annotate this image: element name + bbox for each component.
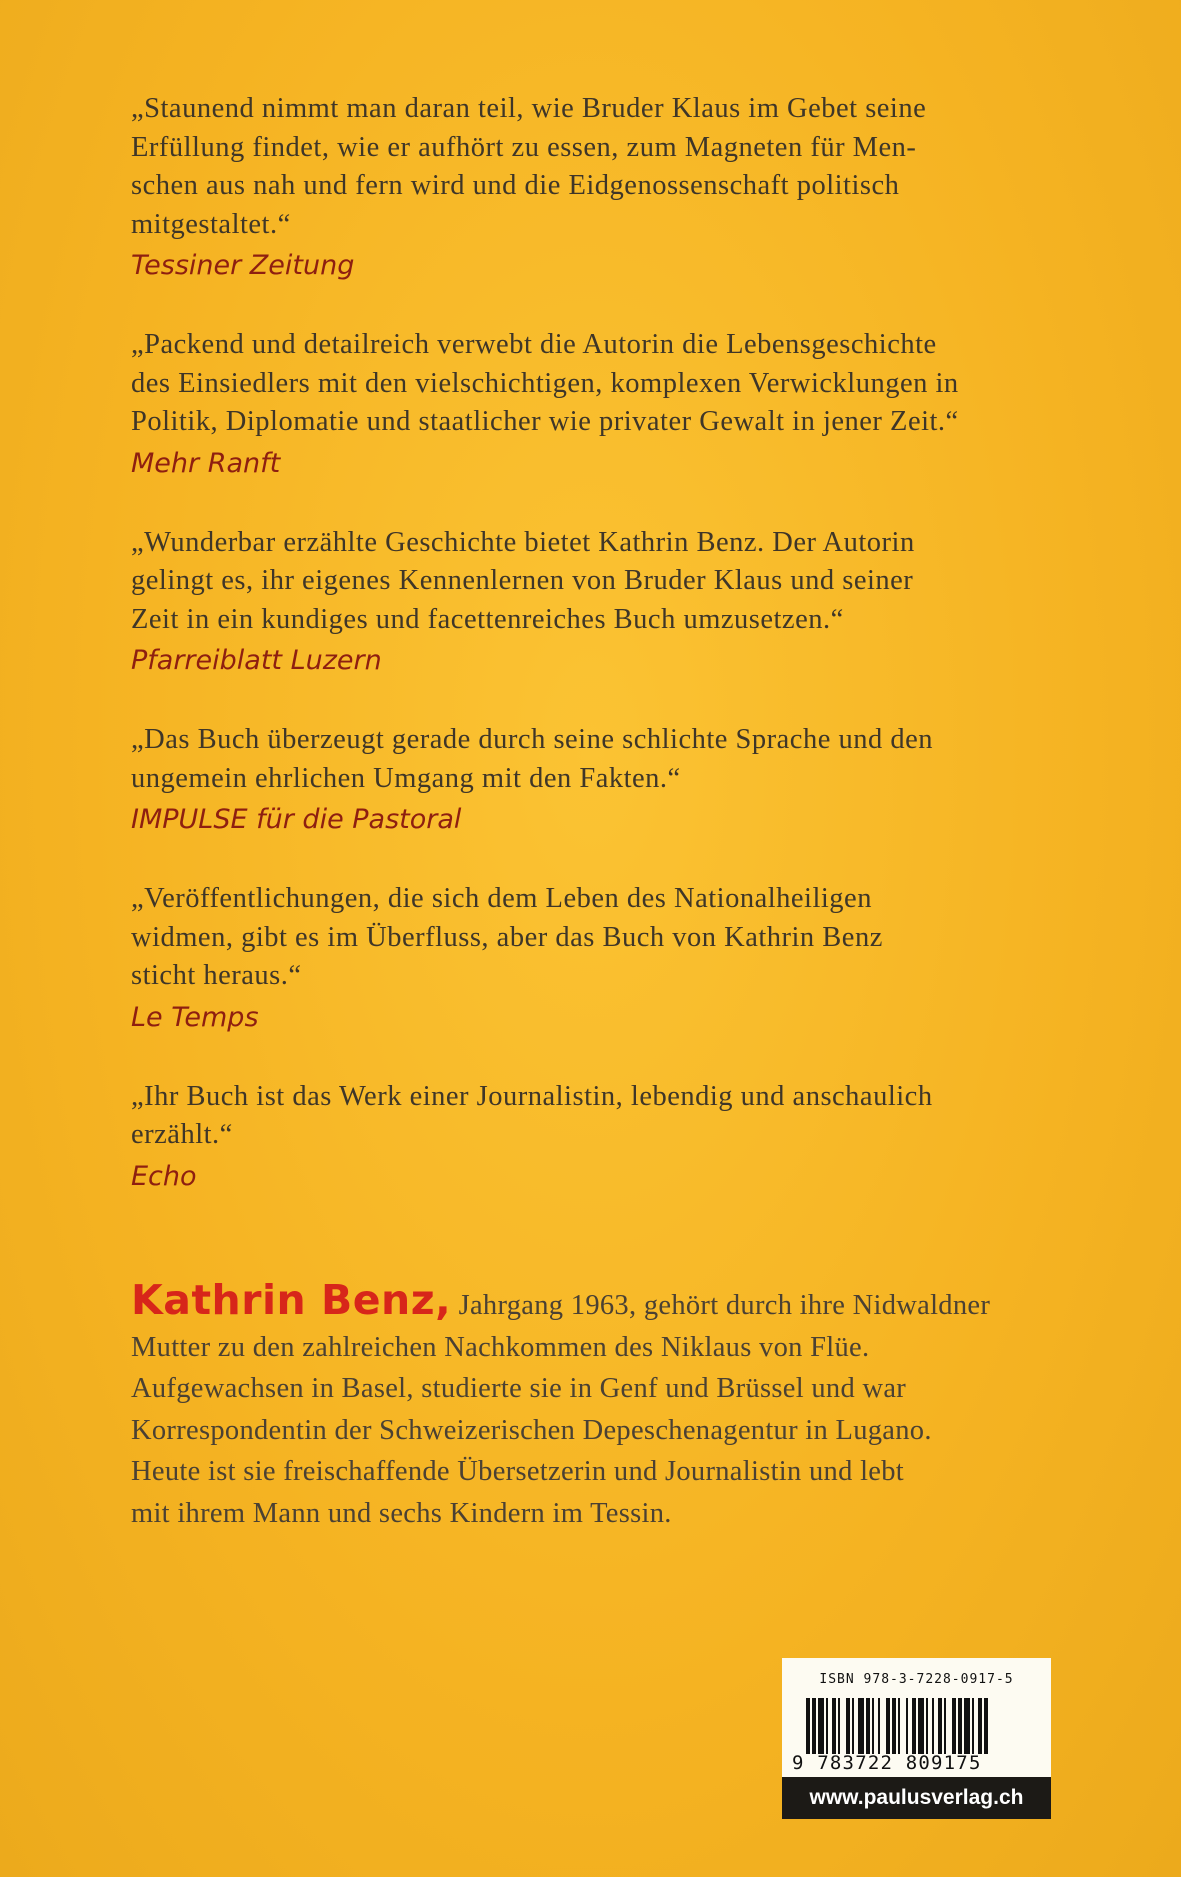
review-quote: „Wunderbar erzählte Geschichte bietet Kathrin Benz. Der Autorin gelingt es, ihr eigenes Kennenlernen von Bruder Klaus und seiner Zeit in ein kundiges und facettenreiches Buch umzusetzen.“ — [131, 526, 915, 635]
barcode-bar — [964, 1698, 970, 1754]
review-2 — [131, 326, 1061, 484]
review-4 — [131, 721, 1061, 840]
barcode-bar — [812, 1698, 816, 1754]
review-quote: „Ihr Buch ist das Werk einer Journalistin, lebendig und anschaulich erzählt.“ — [131, 1080, 933, 1150]
review-source: IMPULSE für die Pastoral — [131, 804, 462, 835]
isbn-label: ISBN 978-3-7228-0917-5 — [819, 1672, 1014, 1687]
barcode-bar — [952, 1698, 956, 1754]
barcode-bar — [846, 1698, 850, 1754]
barcode-icon — [806, 1698, 1028, 1754]
review-list — [131, 90, 1061, 1237]
review-source: Pfarreiblatt Luzern — [131, 645, 382, 676]
review-source: Mehr Ranft — [131, 447, 281, 479]
publisher-url: www.paulusverlag.ch — [782, 1777, 1051, 1819]
review-source: Echo — [131, 1160, 197, 1192]
barcode-bar — [866, 1698, 870, 1754]
barcode-bar — [932, 1698, 934, 1754]
barcode-bar — [938, 1698, 942, 1754]
barcode-bar — [926, 1698, 928, 1754]
review-source: Le Temps — [131, 1001, 259, 1033]
isbn-digits: 9 783722 809175 — [792, 1752, 982, 1774]
barcode-bar — [826, 1698, 828, 1754]
review-3 — [131, 524, 1061, 682]
author-name: Kathrin Benz, — [131, 1276, 452, 1324]
barcode-bar — [972, 1698, 974, 1754]
barcode-bar — [858, 1698, 864, 1754]
barcode-bar — [832, 1698, 836, 1754]
review-quote: „Packend und detailreich verwebt die Autorin die Lebensgeschichte des Einsiedlers mit den vielschichtigen, komplexen Verwicklungen in Politik, Diplomatie und staatlicher wie privater Gewalt in jener Zeit.“ — [131, 329, 959, 437]
barcode-bar — [852, 1698, 854, 1754]
barcode-bar — [906, 1698, 908, 1754]
review-5 — [131, 880, 1061, 1038]
barcode-bar — [944, 1698, 946, 1754]
barcode-bar — [878, 1698, 880, 1754]
isbn-barcode-block — [782, 1658, 1051, 1777]
barcode-bar — [886, 1698, 890, 1754]
review-quote: „Veröffentlichungen, die sich dem Leben des Nationalheiligen widmen, gibt es im Überfluss, aber das Buch von Kathrin Benz sticht heraus.“ — [131, 883, 883, 991]
review-1 — [131, 90, 1061, 286]
barcode-bar — [918, 1698, 924, 1754]
barcode-bar — [872, 1698, 874, 1754]
barcode-bar — [958, 1698, 962, 1754]
barcode-bar — [892, 1698, 896, 1754]
review-quote: „Staunend nimmt man daran teil, wie Bruder Klaus im Gebet seine Erfüllung findet, wie er aufhört zu essen, zum Magneten für Men- schen aus nah und fern wird und die Eidgenossenschaft politisch mitgestaltet.“ — [131, 93, 927, 240]
review-source: Tessiner Zeitung — [131, 250, 355, 281]
review-6 — [131, 1078, 1061, 1197]
review-quote: „Das Buch überzeugt gerade durch seine schlichte Sprache und den ungemein ehrlichen Umgang mit den Fakten.“ — [131, 724, 933, 794]
barcode-bar — [818, 1698, 824, 1754]
barcode-bar — [978, 1698, 982, 1754]
author-bio: Kathrin Benz, Jahrgang 1963, gehört durch ihre Nidwaldner Mutter zu den zahlreichen Nachkommen des Niklaus von Flüe. Aufgewachsen in Basel, studierte sie in Genf und Brüssel und war Korrespondentin der Schweizerischen Depeschenagentur in Lugano. Heute ist sie freischaffende Übersetzerin und Journalistin und lebt mit ihrem Mann und sechs Kindern im Tessin. — [131, 1276, 991, 1529]
barcode-bar — [912, 1698, 916, 1754]
barcode-bar — [898, 1698, 900, 1754]
barcode-bar — [984, 1698, 988, 1754]
barcode-bar — [806, 1698, 810, 1754]
barcode-bar — [838, 1698, 840, 1754]
